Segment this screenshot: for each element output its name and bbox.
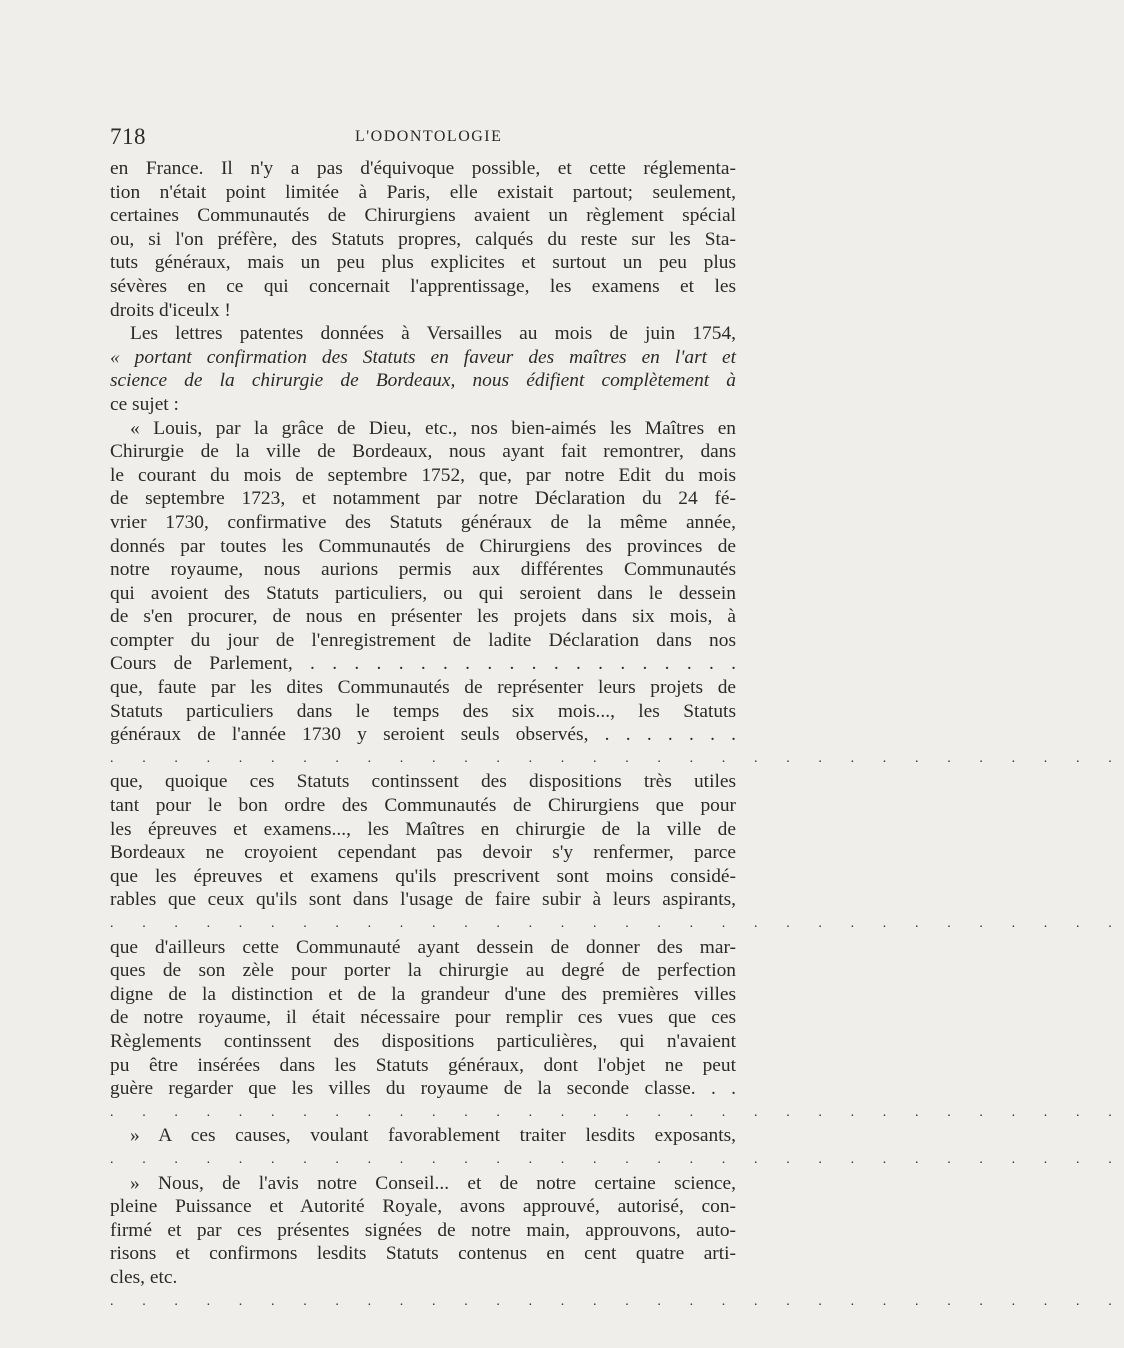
page-header xyxy=(110,124,736,150)
text-line: vrier 1730, confirmative des Statuts généraux de la même année, xyxy=(110,511,736,533)
text-line: Cours de Parlement, . . . . . . . . . . . . . . . . . . . . xyxy=(110,653,736,675)
text-line: tuts généraux, mais un peu plus explicites et surtout un peu plus xyxy=(110,252,736,274)
text-line: que les épreuves et examens qu'ils prescrivent sont moins considé- xyxy=(110,865,736,887)
text-line: généraux de l'année 1730 y seroient seuls observés, . . . . . . . xyxy=(110,724,736,746)
text-line: risons et confirmons lesdits Statuts contenus en cent quatre arti- xyxy=(110,1243,736,1265)
text-line: en France. Il n'y a pas d'équivoque possible, et cette réglementa- xyxy=(110,158,736,179)
text-line: compter du jour de l'enregistrement de ladite Déclaration dans nos xyxy=(110,629,736,651)
text-line: « portant confirmation des Statuts en faveur des maîtres en l'art et xyxy=(110,346,736,368)
running-title: L'ODONTOLOGIE xyxy=(355,128,503,145)
ellipsis-row: . . . . . . . . . . . . . . . . . . . . . . . . . . . . . . . . xyxy=(110,1293,1124,1309)
text-line: certaines Communautés de Chirurgiens avaient un règlement spécial xyxy=(110,205,736,227)
text-line: de septembre 1723, et notamment par notre Déclaration du 24 fé- xyxy=(110,488,736,510)
text-line: Bordeaux ne croyoient cependant pas devoir s'y renfermer, parce xyxy=(110,842,736,864)
text-line: » A ces causes, voulant favorablement traiter lesdits exposants, xyxy=(130,1125,736,1147)
text-line: Les lettres patentes données à Versailles au mois de juin 1754, xyxy=(130,323,736,345)
text-line: de notre royaume, il était nécessaire pour remplir ces vues que ces xyxy=(110,1007,736,1029)
text-line: les épreuves et examens..., les Maîtres en chirurgie de la ville de xyxy=(110,818,736,840)
text-line: tion n'était point limitée à Paris, elle existait partout; seulement, xyxy=(110,181,736,203)
text-line: le courant du mois de septembre 1752, que, par notre Edit du mois xyxy=(110,464,736,486)
text-line: Règlements continssent des dispositions particulières, qui n'avaient xyxy=(110,1030,736,1052)
page-number: 718 xyxy=(110,124,146,149)
text-line: Statuts particuliers dans le temps des six mois..., les Statuts xyxy=(110,700,736,722)
text-line: ce sujet : xyxy=(110,393,179,415)
text-line: tant pour le bon ordre des Communautés de Chirurgiens que pour xyxy=(110,795,736,817)
text-line: de s'en procurer, de nous en présenter les projets dans six mois, à xyxy=(110,606,736,628)
text-line: rables que ceux qu'ils sont dans l'usage de faire subir à leurs aspirants, xyxy=(110,889,736,911)
text-line: que, faute par les dites Communautés de représenter leurs projets de xyxy=(110,677,736,699)
text-line: que, quoique ces Statuts continssent des dispositions très utiles xyxy=(110,771,736,793)
text-line: ques de son zèle pour porter la chirurgie au degré de perfection xyxy=(110,960,736,982)
text-line: science de la chirurgie de Bordeaux, nous édifient complètement à xyxy=(110,370,736,392)
text-line: donnés par toutes les Communautés de Chirurgiens des provinces de xyxy=(110,535,736,557)
ellipsis-row: . . . . . . . . . . . . . . . . . . . . . . . . . . . . . . . . xyxy=(110,1104,1124,1120)
text-line: « Louis, par la grâce de Dieu, etc., nos bien-aimés les Maîtres en xyxy=(130,417,736,439)
ellipsis-row: . . . . . . . . . . . . . . . . . . . . . . . . . . . . . . . . xyxy=(110,750,1124,766)
ellipsis-row: . . . . . . . . . . . . . . . . . . . . . . . . . . . . . . . . xyxy=(110,916,1124,931)
ellipsis-row: . . . . . . . . . . . . . . . . . . . . . . . . . . . . . . . . xyxy=(110,1151,1124,1167)
text-line: droits d'iceulx ! xyxy=(110,299,231,321)
text-line: guère regarder que les villes du royaume de la seconde classe. . . xyxy=(110,1078,736,1100)
text-line: pleine Puissance et Autorité Royale, avons approuvé, autorisé, con- xyxy=(110,1196,736,1218)
text-line: Chirurgie de la ville de Bordeaux, nous ayant fait remontrer, dans xyxy=(110,441,736,463)
text-line: digne de la distinction et de la grandeur d'une des premières villes xyxy=(110,983,736,1005)
text-line: notre royaume, nous aurions permis aux différentes Communautés xyxy=(110,559,736,581)
text-line: pu être insérées dans les Statuts généraux, dont l'objet ne peut xyxy=(110,1054,736,1076)
text-line: ou, si l'on préfère, des Statuts propres, calqués du reste sur les Sta- xyxy=(110,228,736,250)
body-text xyxy=(110,157,1124,1313)
text-line: qui avoient des Statuts particuliers, ou qui seroient dans le dessein xyxy=(110,582,736,604)
text-line: cles, etc. xyxy=(110,1266,178,1288)
text-line: firmé et par ces présentes signées de notre main, approuvons, auto- xyxy=(110,1219,736,1241)
text-line: sévères en ce qui concernait l'apprentissage, les examens et les xyxy=(110,275,736,297)
text-line: que d'ailleurs cette Communauté ayant dessein de donner des mar- xyxy=(110,936,736,958)
text-line: » Nous, de l'avis notre Conseil... et de notre certaine science, xyxy=(130,1172,736,1194)
